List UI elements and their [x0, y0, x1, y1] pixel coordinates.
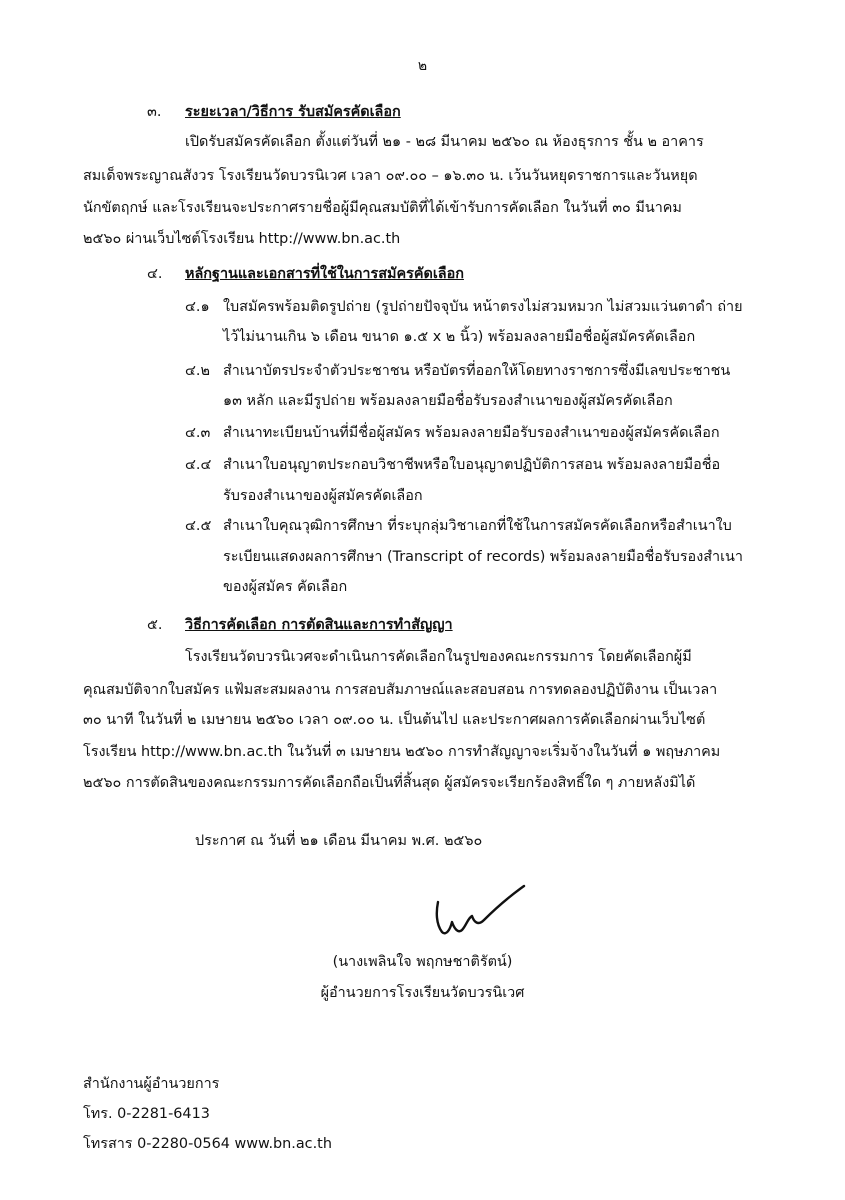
signature-image — [428, 882, 528, 942]
item-4-5-line: สำเนาใบคุณวุฒิการศึกษา ที่ระบุกลุ่มวิชาเอกที่ใช้ในการสมัครคัดเลือกหรือสำเนาใบ — [223, 518, 732, 534]
footer-office: สำนักงานผู้อำนวยการ — [83, 1076, 220, 1092]
section-5-line: โรงเรียน http://www.bn.ac.th ในวันที่ ๓ เมษายน ๒๕๖๐ การทำสัญญาจะเริ่มจ้างในวันที่ ๑ พฤษภาคม — [83, 744, 721, 760]
item-4-3-line: สำเนาทะเบียนบ้านที่มีชื่อผู้สมัคร พร้อมลงลายมือรับรองสำเนาของผู้สมัครคัดเลือก — [223, 425, 720, 441]
section-5-line: โรงเรียนวัดบวรนิเวศจะดำเนินการคัดเลือกในรูปของคณะกรรมการ โดยคัดเลือกผู้มี — [185, 649, 692, 665]
section-5-number: ๕. — [147, 617, 163, 633]
section-3-line: สมเด็จพระญาณสังวร โรงเรียนวัดบวรนิเวศ เวลา ๐๙.๐๐ – ๑๖.๓๐ น. เว้นวันหยุดราชการและวันหยุด — [83, 168, 698, 184]
item-4-2-line: สำเนาบัตรประจำตัวประชาชน หรือบัตรที่ออกให้โดยทางราชการซึ่งมีเลขประชาชน — [223, 363, 731, 379]
signatory-title: ผู้อำนวยการโรงเรียนวัดบวรนิเวศ — [320, 985, 525, 1001]
item-4-1-line: ไว้ไม่นานเกิน ๖ เดือน ขนาด ๑.๕ x ๒ นิ้ว) พร้อมลงลายมือชื่อผู้สมัครคัดเลือก — [223, 329, 696, 345]
item-4-5-number: ๔.๕ — [185, 518, 212, 534]
signatory-name: (นางเพลินใจ พฤกษชาติรัตน์) — [332, 954, 513, 970]
item-4-5-line: ระเบียนแสดงผลการศึกษา (Transcript of records) พร้อมลงลายมือชื่อรับรองสำเนา — [223, 549, 743, 565]
footer-fax: โทรสาร 0-2280-0564 www.bn.ac.th — [83, 1136, 332, 1152]
item-4-4-line: สำเนาใบอนุญาตประกอบวิชาชีพหรือใบอนุญาตปฏิบัติการสอน พร้อมลงลายมือชื่อ — [223, 457, 721, 473]
item-4-3-number: ๔.๓ — [185, 425, 211, 441]
item-4-2-line: ๑๓ หลัก และมีรูปถ่าย พร้อมลงลายมือชื่อรับรองสำเนาของผู้สมัครคัดเลือก — [223, 393, 673, 409]
section-3-number: ๓. — [147, 104, 162, 120]
section-3-line: เปิดรับสมัครคัดเลือก ตั้งแต่วันที่ ๒๑ - ๒๘ มีนาคม ๒๕๖๐ ณ ห้องธุรการ ชั้น ๒ อาคาร — [185, 134, 704, 150]
section-5-line: ๓๐ นาที ในวันที่ ๒ เมษายน ๒๕๖๐ เวลา ๐๙.๐๐ น. เป็นต้นไป และประกาศผลการคัดเลือกผ่านเว็บไซต์ — [83, 712, 706, 728]
section-3-heading: ระยะเวลา/วิธีการ รับสมัครคัดเลือก — [185, 104, 401, 120]
item-4-2-number: ๔.๒ — [185, 363, 210, 379]
item-4-1-number: ๔.๑ — [185, 299, 210, 315]
section-3-line: นักขัตฤกษ์ และโรงเรียนจะประกาศรายชื่อผู้มีคุณสมบัติที่ได้เข้ารับการคัดเลือก ในวันที่ ๓๐ มีนาคม — [83, 200, 682, 216]
section-5-heading: วิธีการคัดเลือก การตัดสินและการทำสัญญา — [185, 617, 453, 633]
section-4-number: ๔. — [147, 266, 163, 282]
section-5-line: คุณสมบัติจากใบสมัคร แฟ้มสะสมผลงาน การสอบสัมภาษณ์และสอบสอน การทดลองปฏิบัติงาน เป็นเวลา — [83, 682, 718, 698]
announcement-date: ประกาศ ณ วันที่ ๒๑ เดือน มีนาคม พ.ศ. ๒๕๖๐ — [195, 833, 483, 849]
item-4-4-line: รับรองสำเนาของผู้สมัครคัดเลือก — [223, 488, 423, 504]
item-4-1-line: ใบสมัครพร้อมติดรูปถ่าย (รูปถ่ายปัจจุบัน หน้าตรงไม่สวมหมวก ไม่สวมแว่นตาดำ ถ่าย — [223, 299, 743, 315]
footer-phone: โทร. 0-2281-6413 — [83, 1106, 210, 1122]
page-number: ๒ — [417, 58, 428, 74]
section-3-line: ๒๕๖๐ ผ่านเว็บไซต์โรงเรียน http://www.bn.ac.th — [83, 231, 401, 247]
item-4-4-number: ๔.๔ — [185, 457, 212, 473]
section-5-line: ๒๕๖๐ การตัดสินของคณะกรรมการคัดเลือกถือเป็นที่สิ้นสุด ผู้สมัครจะเรียกร้องสิทธิ์ใด ๆ ภายหลังมิได้ — [83, 775, 696, 791]
section-4-heading: หลักฐานและเอกสารที่ใช้ในการสมัครคัดเลือก — [185, 266, 464, 282]
item-4-5-line: ของผู้สมัคร คัดเลือก — [223, 579, 348, 595]
